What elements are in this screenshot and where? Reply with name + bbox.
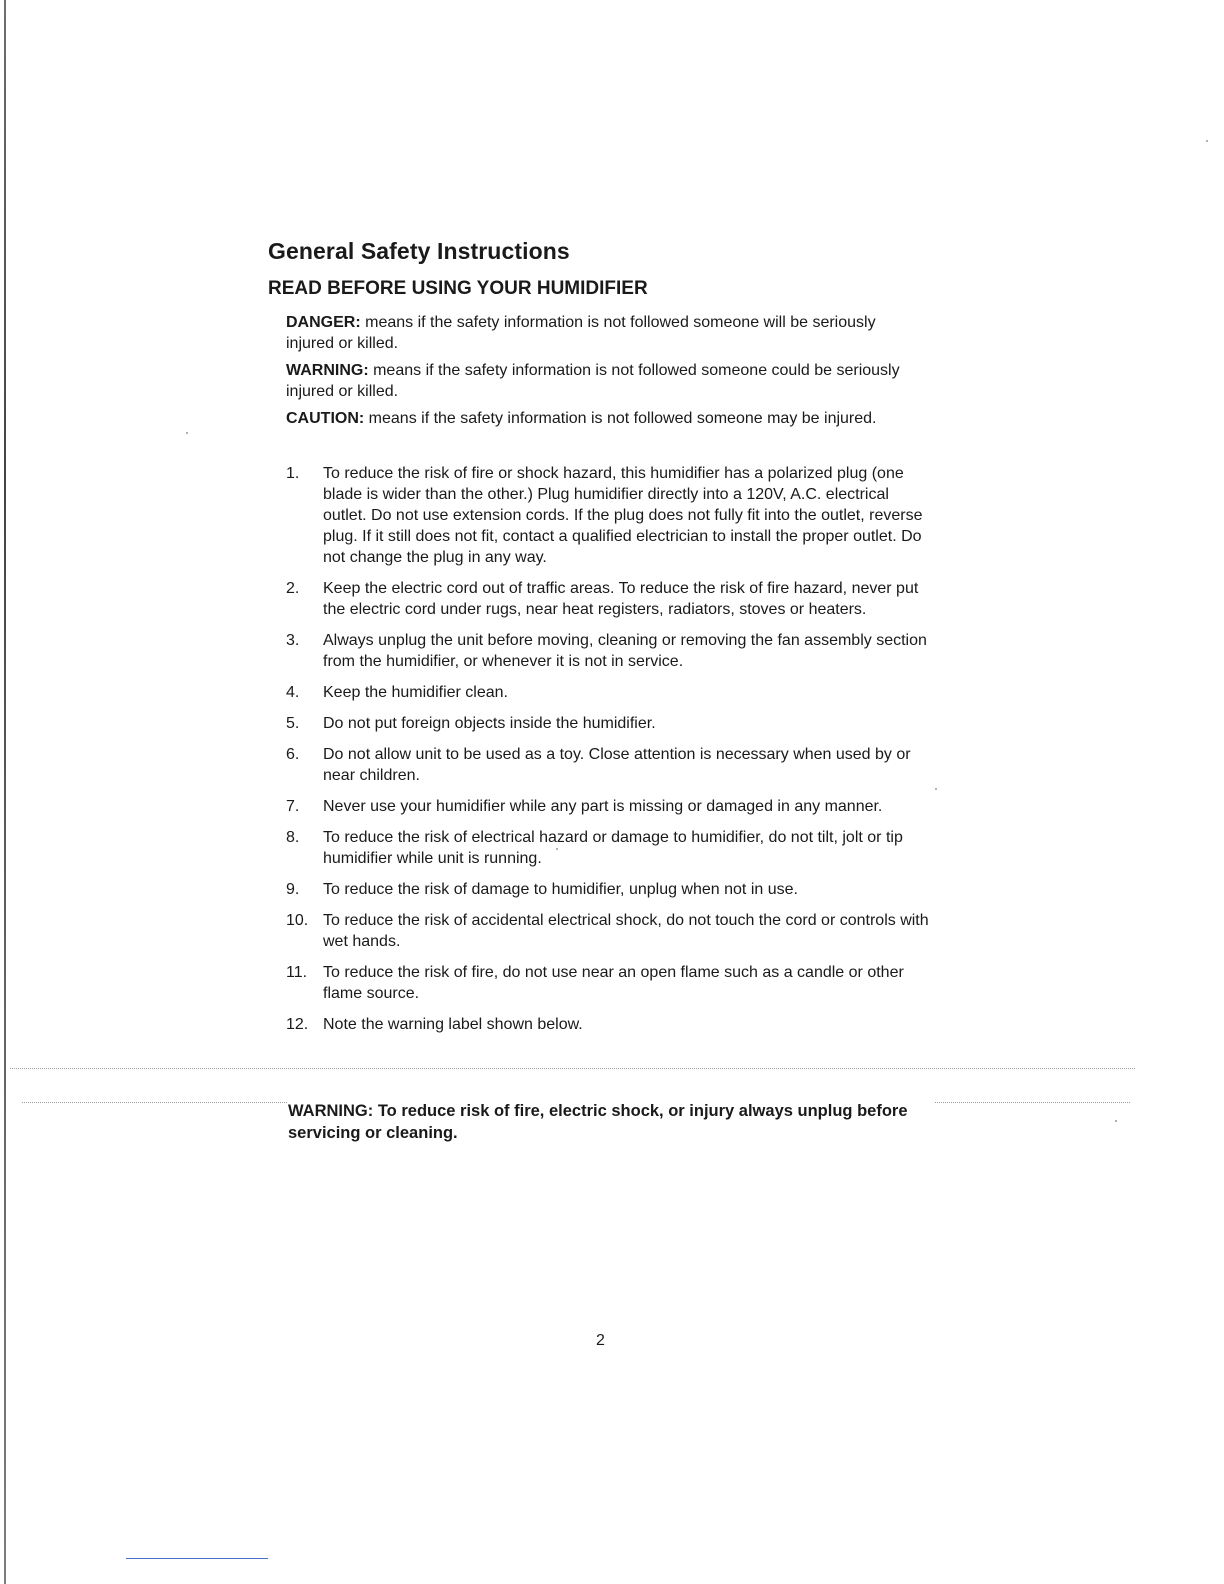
item-number: 3. (286, 632, 300, 649)
item-text: Keep the humidifier clean. (323, 684, 508, 701)
scan-speck (1206, 140, 1208, 142)
instruction-list (286, 463, 936, 1045)
scan-speck (186, 432, 188, 434)
definition-term: WARNING: (286, 362, 369, 379)
warning-label-text: WARNING: To reduce risk of fire, electric shock, or injury always unplug before servicing or cleaning. (288, 1102, 908, 1142)
item-text: Do not put foreign objects inside the humidifier. (323, 715, 656, 732)
list-item (286, 744, 936, 786)
scan-artifact-rule (126, 1558, 268, 1559)
item-text: To reduce the risk of damage to humidifier, unplug when not in use. (323, 881, 798, 898)
item-number: 6. (286, 746, 300, 763)
definition-text: means if the safety information is not followed someone could be seriously injured or killed. (286, 362, 900, 400)
item-text: Keep the electric cord out of traffic areas. To reduce the risk of fire hazard, never put the electric cord under rugs, near heat registers, radiators, stoves or heaters. (323, 580, 919, 618)
list-item (286, 463, 936, 568)
item-number: 9. (286, 881, 300, 898)
item-number: 11. (286, 964, 308, 981)
scan-artifact-line (935, 1102, 1130, 1103)
item-number: 5. (286, 715, 300, 732)
list-item (286, 713, 936, 734)
scan-edge (4, 0, 6, 1584)
list-item (286, 910, 936, 952)
list-item (286, 962, 936, 1004)
item-text: Note the warning label shown below. (323, 1016, 583, 1033)
scan-artifact-line (10, 1068, 1135, 1069)
definition-term: CAUTION: (286, 410, 365, 427)
definition-caution (286, 408, 906, 429)
item-text: To reduce the risk of fire or shock hazard, this humidifier has a polarized plug (one blade is wider than the other.) Plug humidifier directly into a 120V, A.C. electrical outlet. Do not use extension cords. If the plug does not fully fit into the outlet, reverse plug. If it still does not fit, contact a qualified electrician to install the proper outlet. Do not change the plug in any way. (323, 465, 923, 566)
list-item (286, 630, 936, 672)
item-number: 4. (286, 684, 300, 701)
list-item (286, 682, 936, 703)
item-number: 1. (286, 465, 300, 482)
list-item (286, 827, 936, 869)
scan-speck (1115, 1120, 1117, 1122)
item-text: Never use your humidifier while any part is missing or damaged in any manner. (323, 798, 883, 815)
item-number: 2. (286, 580, 300, 597)
item-number: 8. (286, 829, 300, 846)
item-number: 10. (286, 912, 309, 929)
page-subtitle: READ BEFORE USING YOUR HUMIDIFIER (268, 278, 648, 299)
list-item (286, 796, 936, 817)
list-item (286, 578, 936, 620)
definition-term: DANGER: (286, 314, 361, 331)
definition-warning (286, 360, 906, 402)
scan-artifact-line (22, 1102, 287, 1103)
definition-text: means if the safety information is not followed someone may be injured. (364, 410, 877, 427)
item-text: To reduce the risk of accidental electrical shock, do not touch the cord or controls with wet hands. (323, 912, 929, 950)
item-text: To reduce the risk of electrical hazard or damage to humidifier, do not tilt, jolt or tip humidifier while unit is running. (323, 829, 903, 867)
item-number: 12. (286, 1016, 309, 1033)
definition-danger (286, 312, 906, 354)
item-text: To reduce the risk of fire, do not use near an open flame such as a candle or other flame source. (323, 964, 904, 1002)
page-number: 2 (596, 1332, 605, 1349)
item-number: 7. (286, 798, 300, 815)
list-item (286, 1014, 936, 1035)
page-title: General Safety Instructions (268, 238, 570, 264)
item-text: Do not allow unit to be used as a toy. Close attention is necessary when used by or near children. (323, 746, 911, 784)
definition-text: means if the safety information is not followed someone will be seriously injured or killed. (286, 314, 876, 352)
definitions (286, 312, 906, 435)
item-text: Always unplug the unit before moving, cleaning or removing the fan assembly section from the humidifier, or whenever it is not in service. (323, 632, 927, 670)
list-item (286, 879, 936, 900)
